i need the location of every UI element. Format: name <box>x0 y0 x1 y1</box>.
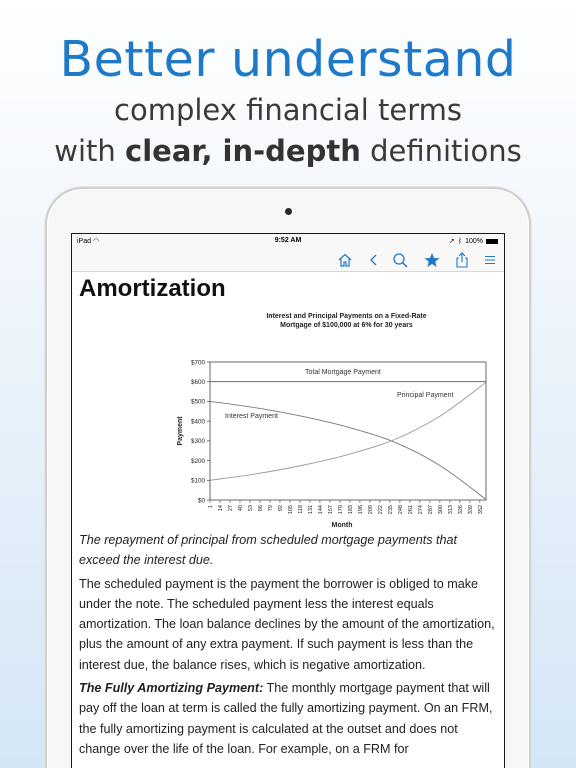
x-tick-label: 183 <box>347 505 354 515</box>
x-tick-label: 170 <box>337 505 344 515</box>
x-tick-label: 352 <box>477 505 484 515</box>
promo-subheadline: complex financial terms <box>114 93 462 127</box>
x-tick-label: 79 <box>267 505 274 512</box>
x-tick-label: 287 <box>427 505 434 515</box>
x-tick-label: 144 <box>317 505 324 515</box>
y-tick-label: $100 <box>190 477 205 485</box>
x-tick-label: 209 <box>367 505 374 515</box>
y-tick-label: $700 <box>190 359 205 367</box>
x-tick-label: 14 <box>217 505 224 512</box>
menu-icon[interactable] <box>482 252 498 268</box>
x-tick-label: 66 <box>257 505 264 512</box>
x-tick-label: 92 <box>277 505 284 512</box>
battery-icon <box>486 239 498 244</box>
y-tick-label: $600 <box>190 379 205 387</box>
x-tick-label: 157 <box>327 505 334 515</box>
article-paragraph-2 <box>79 678 497 759</box>
tagline-suffix: definitions <box>370 134 522 168</box>
paragraph-2-body: The monthly mortgage payment that will pay off the loan at term is called the fully amortizing payment. On an FRM, the fully amortizing payment is calculated at the outset and does not change over the life of the loan. For example, on a FRM for <box>79 681 493 756</box>
chart-title-line2: Mortgage of $100,000 at 6% for 30 years <box>280 322 413 329</box>
y-tick-label: $500 <box>190 398 205 406</box>
status-time: 9:52 AM <box>274 237 302 244</box>
star-icon[interactable] <box>424 252 440 268</box>
x-tick-label: 300 <box>437 505 444 515</box>
x-tick-label: 222 <box>377 505 384 515</box>
battery-percent: 100% <box>465 237 483 245</box>
x-tick-label: 339 <box>467 505 474 515</box>
article-summary: The repayment of principal from scheduled mortgage payments that exceed the interest due. <box>79 533 458 568</box>
chart-title-line1: Interest and Principal Payments on a Fixed-Rate <box>266 313 427 320</box>
location-icon: ➚ <box>449 238 455 245</box>
ipad-frame <box>45 187 531 768</box>
app-screen <box>71 233 505 768</box>
chart-plot <box>79 304 505 530</box>
y-tick-label: $0 <box>197 497 205 505</box>
promo-headline: Better understand <box>59 31 517 88</box>
x-tick-label: 27 <box>227 505 234 512</box>
y-axis-label: Payment <box>177 416 184 446</box>
x-tick-label: 196 <box>357 505 364 515</box>
x-tick-label: 248 <box>397 505 404 515</box>
series-label: Principal Payment <box>397 392 454 399</box>
tagline-emphasis: clear, in-depth <box>125 134 361 168</box>
wifi-icon: ◠ <box>92 238 100 245</box>
plot-area <box>210 362 486 500</box>
article-content <box>72 274 504 759</box>
camera-icon <box>285 208 292 215</box>
x-axis-label: Month <box>331 522 353 529</box>
x-tick-label: 274 <box>417 505 424 515</box>
x-tick-label: 118 <box>297 505 304 514</box>
y-tick-label: $300 <box>190 438 205 446</box>
status-right <box>449 237 498 245</box>
y-tick-label: $200 <box>190 457 205 465</box>
tagline-prefix: with <box>54 134 116 168</box>
x-tick-label: 105 <box>287 505 294 515</box>
article-title: Amortization <box>79 275 226 302</box>
article-paragraph-1: The scheduled payment is the payment the borrower is obliged to make under the note. The scheduled payment less the interest equals amortization. The loan balance declines by the amount of the amortization, plus the amount of any extra payment. If such payment is less than the interest due, the balance rises, which is negative amortization. <box>79 576 495 672</box>
share-icon[interactable] <box>454 252 470 268</box>
x-tick-label: 261 <box>407 505 414 515</box>
series-label: Total Mortgage Payment <box>305 369 381 376</box>
status-bar <box>72 234 504 248</box>
promo-tagline <box>0 131 576 171</box>
bluetooth-icon: ᛒ <box>457 237 463 245</box>
y-tick-label: $400 <box>190 418 205 426</box>
x-tick-label: 40 <box>237 505 244 512</box>
series-label: Interest Payment <box>225 413 278 420</box>
paragraph-2-heading: The Fully Amortizing Payment: <box>79 681 264 696</box>
x-tick-label: 326 <box>457 505 464 515</box>
device-label: iPad <box>77 238 92 245</box>
home-icon[interactable] <box>337 252 353 268</box>
search-icon[interactable] <box>392 252 408 268</box>
x-tick-label: 131 <box>307 505 314 515</box>
toolbar <box>72 248 504 272</box>
x-tick-label: 53 <box>247 505 254 512</box>
x-tick-label: 313 <box>447 505 454 515</box>
x-tick-label: 235 <box>387 505 394 515</box>
amortization-chart <box>79 304 505 530</box>
back-icon[interactable] <box>366 252 382 268</box>
x-tick-label: 1 <box>208 505 214 509</box>
